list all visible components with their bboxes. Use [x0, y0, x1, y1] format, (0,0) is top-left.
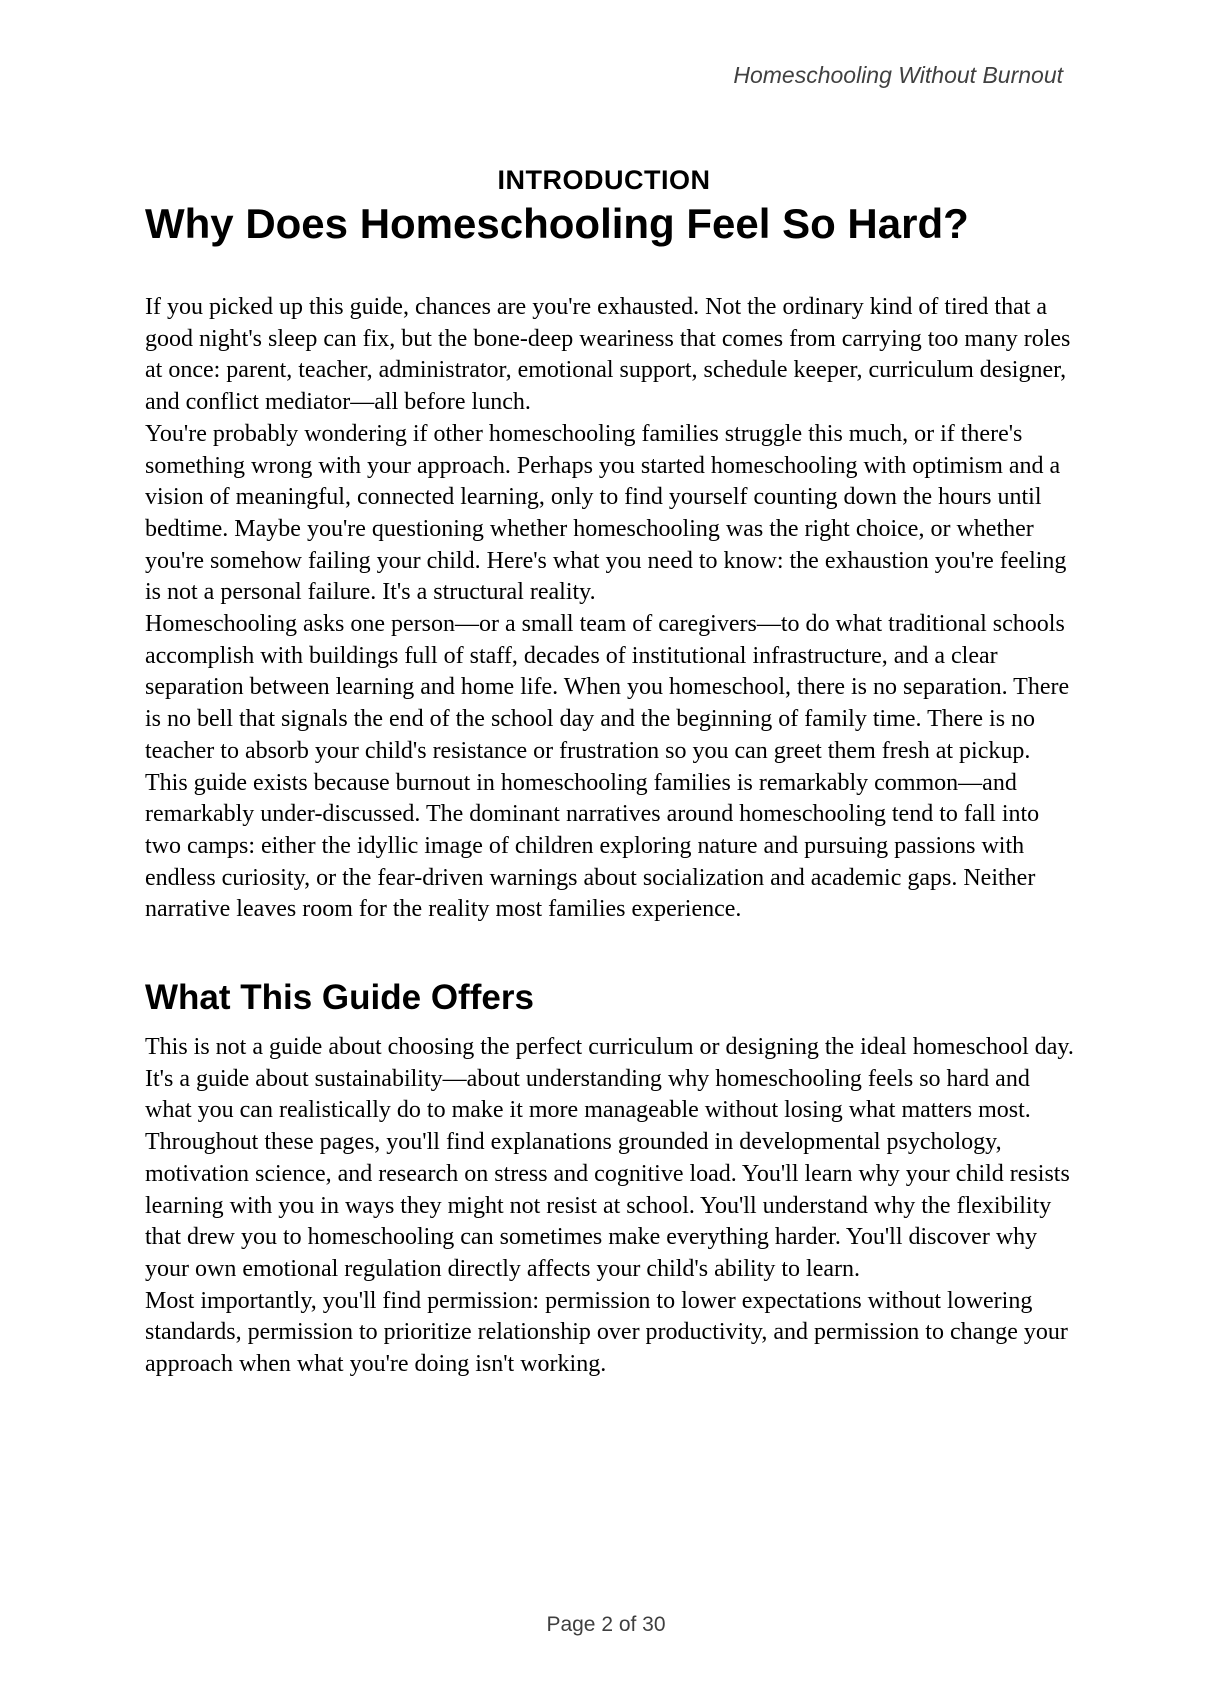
- chapter-kicker: INTRODUCTION: [497, 165, 711, 195]
- section-paragraph-2: Throughout these pages, you'll find explanations grounded in developmental psychology, motivation science, and research on stress and cognitive load. You'll learn why your child resists learning with you in ways they might not resist at school. You'll understand why the flexibility that drew you to homeschooling can sometimes make everything harder. You'll discover why your own emotional regulation directly affects your child's ability to learn.: [145, 1129, 1070, 1282]
- body-text: [145, 292, 1075, 1381]
- section-paragraph-3: Most importantly, you'll find permission: permission to lower expectations without lowering standards, permission to prioritize relationship over productivity, and permission to change your approach when what you're doing isn't working.: [145, 1287, 1068, 1378]
- section-heading: What This Guide Offers: [145, 978, 534, 1018]
- intro-paragraph-1: If you picked up this guide, chances are you're exhausted. Not the ordinary kind of tired that a good night's sleep can fix, but the bone-deep weariness that comes from carrying too many roles at once: parent, teacher, administrator, emotional support, schedule keeper, curriculum designer, and conflict mediator—all before lunch.: [145, 294, 1071, 416]
- section-paragraph-1: This is not a guide about choosing the perfect curriculum or designing the ideal homeschool day. It's a guide about sustainability—about understanding why homeschooling feels so hard and what you can realistically do to make it more manageable without losing what matters most.: [145, 1034, 1074, 1124]
- chapter-title: Why Does Homeschooling Feel So Hard?: [145, 200, 969, 247]
- page-number: Page 2 of 30: [546, 1613, 666, 1636]
- intro-paragraph-4: This guide exists because burnout in homeschooling families is remarkably common—and remarkably under-discussed. The dominant narratives around homeschooling tend to fall into two camps: either the idyllic image of children exploring nature and pursuing passions with endless curiosity, or the fear-driven warnings about socialization and academic gaps. Neither narrative leaves room for the reality most families experience.: [145, 769, 1040, 923]
- intro-paragraph-2: You're probably wondering if other homeschooling families struggle this much, or if there's something wrong with your approach. Perhaps you started homeschooling with optimism and a vision of meaningful, connected learning, only to find yourself counting down the hours until bedtime. Maybe you're questioning whether homeschooling was the right choice, or whether you're somehow failing your child. Here's what you need to know: the exhaustion you're feeling is not a personal failure. It's a structural reality.: [145, 420, 1067, 606]
- intro-paragraph-3: Homeschooling asks one person—or a small team of caregivers—to do what traditional schools accomplish with buildings full of staff, decades of institutional infrastructure, and a clear separation between learning and home life. When you homeschool, there is no separation. There is no bell that signals the end of the school day and the beginning of family time. There is no teacher to absorb your child's resistance or frustration so you can greet them fresh at pickup.: [145, 611, 1070, 764]
- running-header: Homeschooling Without Burnout: [733, 62, 1063, 88]
